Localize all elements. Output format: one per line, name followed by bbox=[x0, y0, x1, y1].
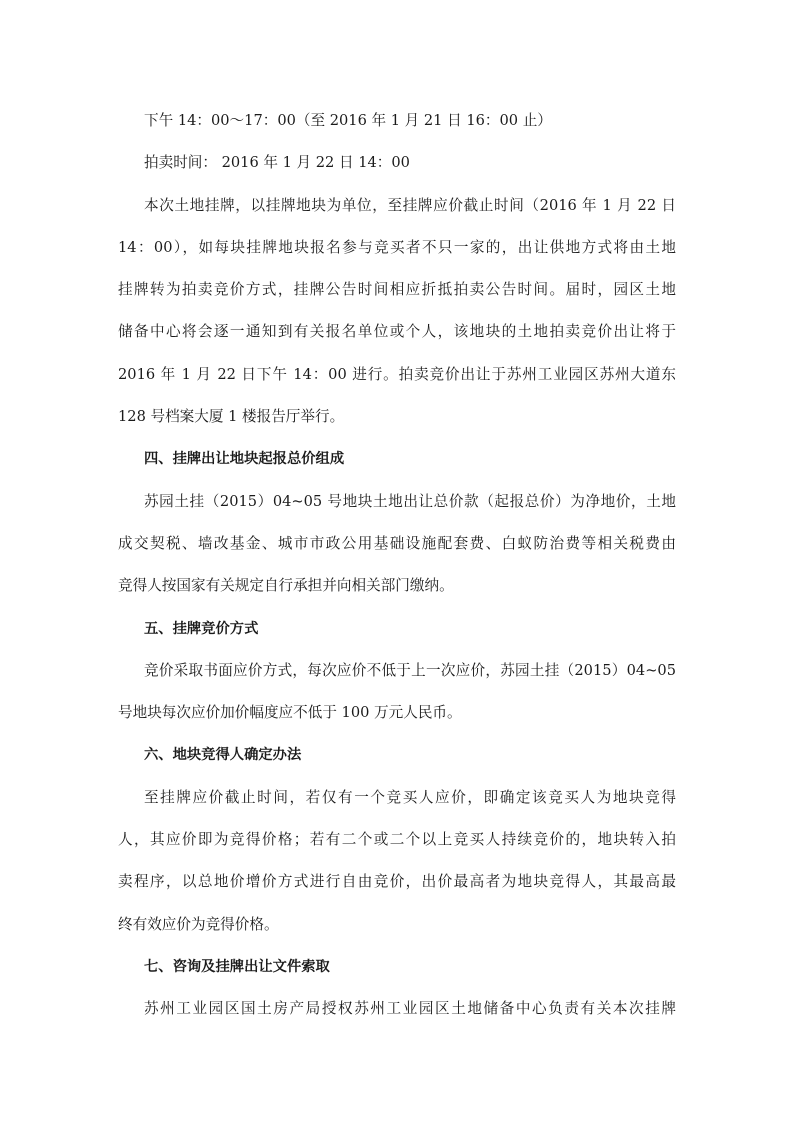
listing-paragraph bbox=[118, 185, 676, 439]
section-heading-7: 七、咨询及挂牌出让文件索取 bbox=[144, 958, 330, 975]
paragraph-line: 储备中心将会逐一通知到有关报名单位或个人，该地块的土地拍卖竞价出让将于 bbox=[118, 323, 676, 341]
paragraph-line: 号地块每次应价加价幅度应不低于 100 万元人民币。 bbox=[118, 704, 462, 722]
registration-time-line: 下午 14：00～17：00（至 2016 年 1 月 21 日 16：00 止） bbox=[144, 112, 552, 129]
section-heading-5: 五、挂牌竞价方式 bbox=[144, 620, 259, 637]
paragraph-line: 成交契税、墙改基金、城市市政公用基础设施配套费、白蚁防治费等相关税费由 bbox=[118, 534, 676, 552]
paragraph-line: 2016 年 1 月 22 日下午 14：00 进行。拍卖竞价出让于苏州工业园区苏州大道东 bbox=[118, 365, 676, 383]
section-6-paragraph bbox=[118, 777, 676, 946]
section-heading-6: 六、地块竞得人确定办法 bbox=[144, 747, 302, 764]
paragraph-line: 竞得人按国家有关规定自行承担并向相关部门缴纳。 bbox=[118, 577, 454, 595]
paragraph-line: 卖程序，以总地价增价方式进行自由竞价，出价最高者为地块竞得人，其最高最 bbox=[118, 873, 676, 891]
paragraph-line: 本次土地挂牌，以挂牌地块为单位，至挂牌应价截止时间（2016 年 1 月 22 日 bbox=[144, 196, 676, 214]
section-5-paragraph bbox=[118, 650, 676, 735]
paragraph-line: 14：00），如每块挂牌地块报名参与竞买者不只一家的，出让供地方式将由土地 bbox=[118, 238, 676, 256]
paragraph-line: 竞价采取书面应价方式，每次应价不低于上一次应价，苏园土挂（2015）04~05 bbox=[144, 661, 676, 679]
section-7-paragraph bbox=[118, 988, 676, 1030]
paragraph-line: 苏园土挂（2015）04~05 号地块土地出让总价款（起报总价）为净地价，土地 bbox=[144, 492, 676, 510]
paragraph-line: 128 号档案大厦 1 楼报告厅举行。 bbox=[118, 408, 345, 426]
paragraph-line: 苏州工业园区国土房产局授权苏州工业园区土地储备中心负责有关本次挂牌 bbox=[144, 1000, 676, 1018]
paragraph-line: 终有效应价为竞得价格。 bbox=[118, 915, 279, 933]
paragraph-line: 人，其应价即为竞得价格；若有二个或二个以上竞买人持续竞价的，地块转入拍 bbox=[118, 831, 676, 849]
section-heading-4: 四、挂牌出让地块起报总价组成 bbox=[144, 451, 345, 468]
section-4-paragraph bbox=[118, 481, 676, 608]
paragraph-line: 至挂牌应价截止时间，若仅有一个竞买人应价，即确定该竞买人为地块竞得 bbox=[144, 788, 676, 806]
paragraph-line: 挂牌转为拍卖竞价方式，挂牌公告时间相应折抵拍卖公告时间。届时，园区土地 bbox=[118, 281, 676, 299]
auction-time-line: 拍卖时间： 2016 年 1 月 22 日 14：00 bbox=[144, 154, 410, 172]
